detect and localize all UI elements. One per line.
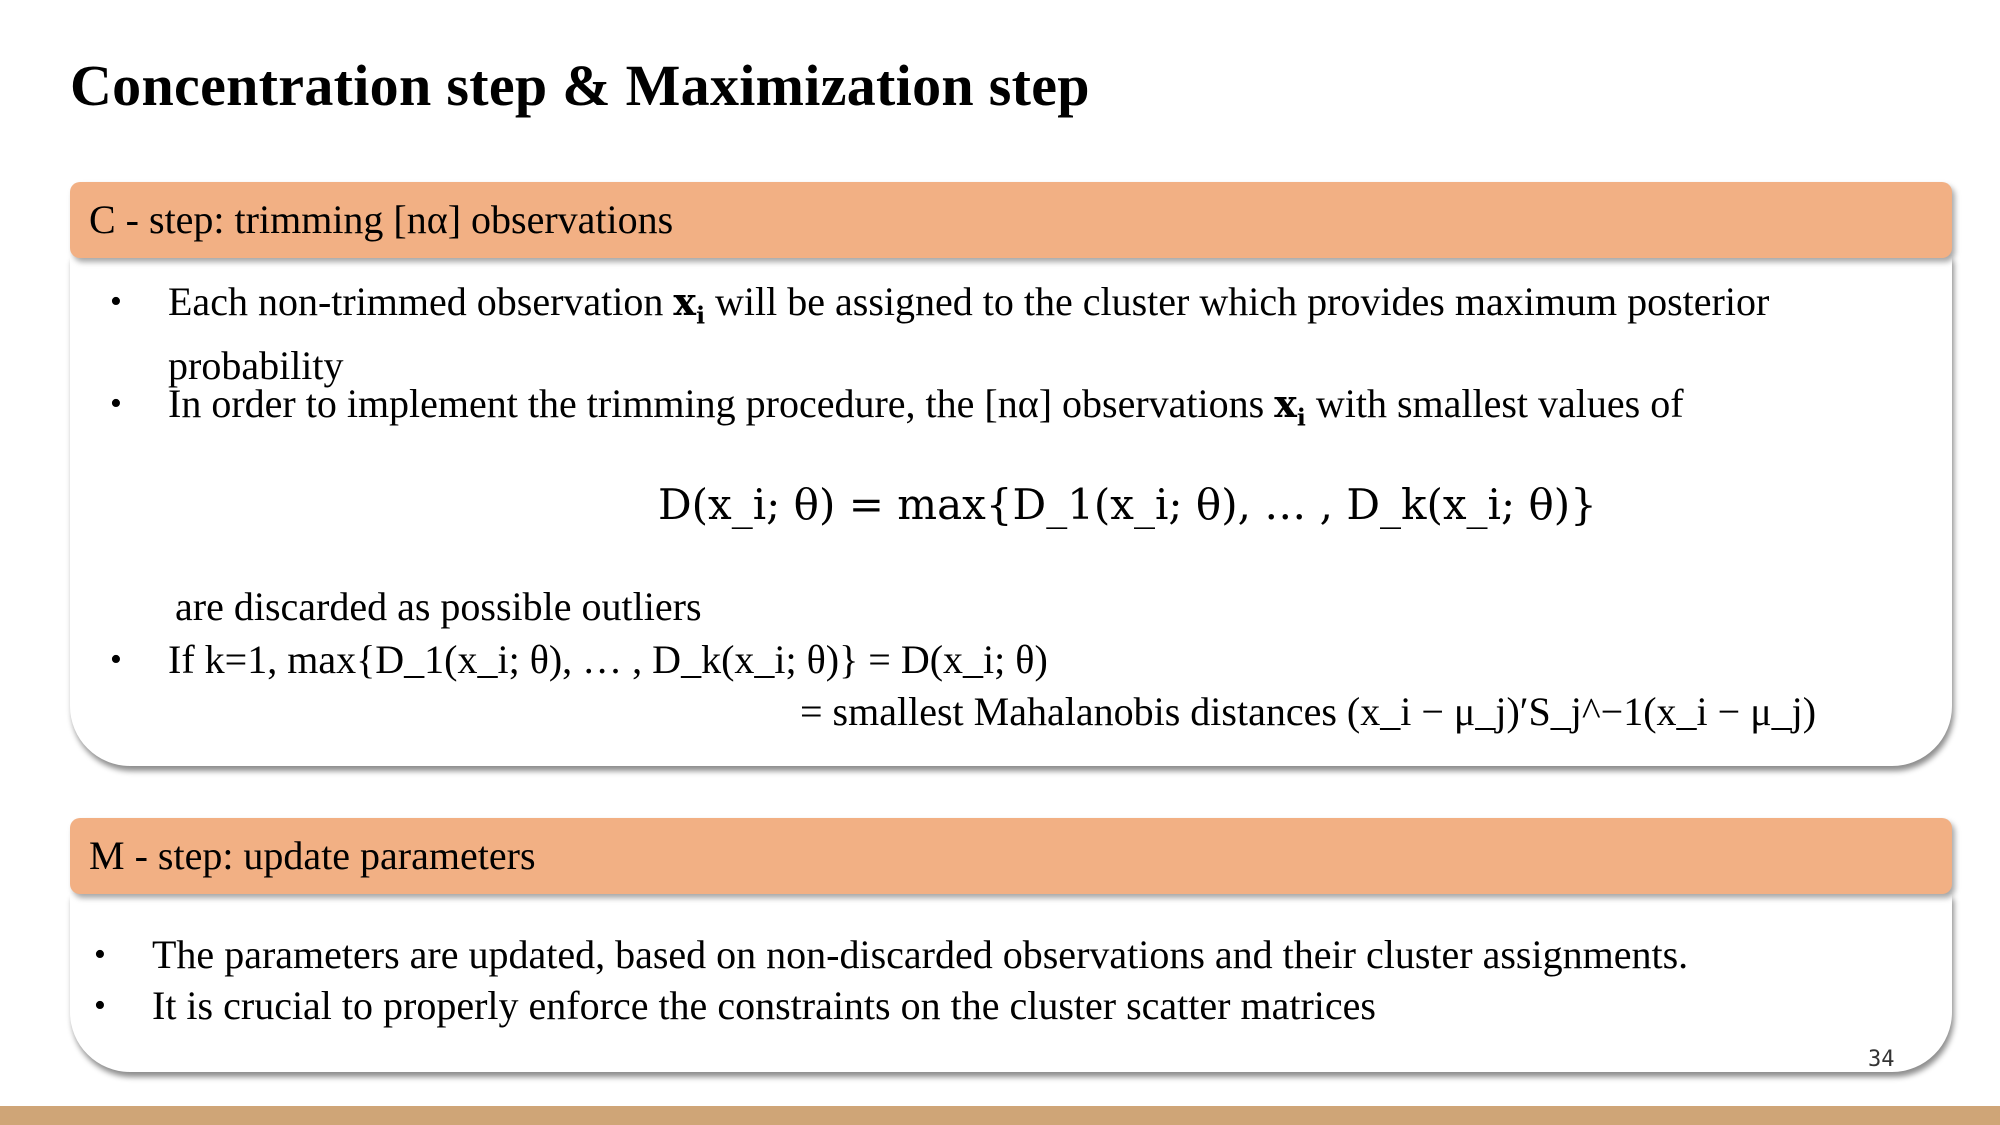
math-x-i: $x_i$ [1274, 381, 1306, 432]
bullet-text: In order to implement the trimming procedure, the [nα] observations [168, 381, 1275, 426]
bullet-text: It is crucial to properly enforce the constraints on the cluster scatter matrices [152, 983, 1376, 1028]
bullet-dot: • [110, 283, 122, 320]
c-step-mahalanobis-text: = smallest Mahalanobis distances (x_i − μ_j)′S_j^−1(x_i − μ_j) [800, 689, 1817, 734]
m-step-bullet-2 [94, 981, 1912, 1031]
bottom-bar [0, 1106, 2000, 1125]
page-number: 34 [1868, 1047, 1895, 1072]
c-step-bullet-3 [110, 635, 1888, 685]
c-step-bullet-1 [110, 277, 1888, 391]
bullet-dot: • [110, 385, 122, 422]
bullet-text: with smallest values of [1305, 381, 1684, 426]
bullet-text: If k=1, max{D_1(x_i; θ), … , D_k(x_i; θ)} = D(x_i; θ) [168, 637, 1048, 682]
slide-title: Concentration step & Maximization step [70, 53, 1090, 118]
m-step-bullet-1 [94, 930, 1912, 980]
bullet-dot: • [94, 936, 106, 973]
bullet-text: Each non-trimmed observation [168, 279, 674, 324]
m-step-header: M - step: update parameters [70, 818, 1952, 894]
bullet-text: will be assigned to the cluster which provides maximum posterior probability [168, 279, 1770, 388]
bullet-text: The parameters are updated, based on non-discarded observations and their cluster assignments. [152, 932, 1689, 977]
c-step-discarded-text: are discarded as possible outliers [175, 584, 702, 629]
math-x-i: $x_i$ [673, 279, 706, 330]
c-step-bullet-2 [110, 379, 1888, 443]
c-step-header: C - step: trimming [nα] observations [70, 182, 1952, 258]
bullet-dot: • [94, 987, 106, 1024]
bullet-dot: • [110, 641, 122, 678]
c-step-formula: D(x_i; θ) = max{D_1(x_i; θ), … , D_k(x_i; θ)} [658, 480, 1597, 529]
